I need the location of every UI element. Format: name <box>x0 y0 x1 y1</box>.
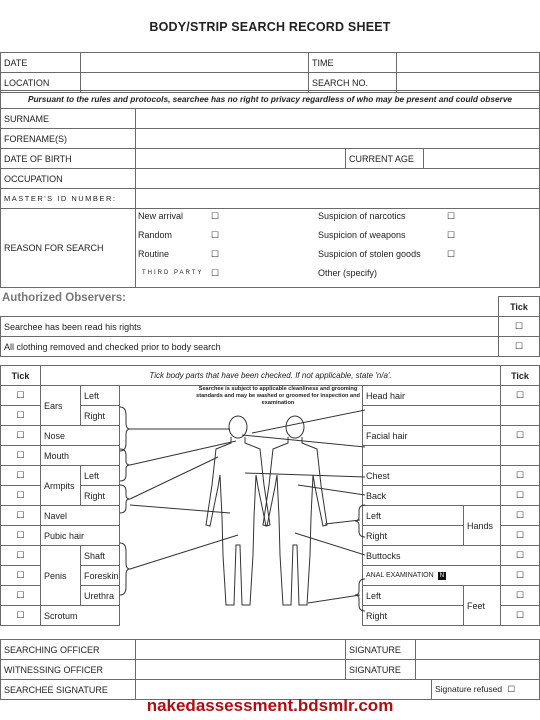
signature-refused-checkbox[interactable]: ☐ <box>507 684 516 694</box>
penis-foreskin-checkbox[interactable]: ☐ <box>1 566 41 586</box>
hands-left-label: Left <box>363 506 464 526</box>
ears-right-label: Right <box>81 406 120 426</box>
masters-id-field[interactable] <box>136 189 540 209</box>
ears-bracket <box>120 407 130 451</box>
surname-field[interactable] <box>136 109 540 129</box>
armpits-label: Armpits <box>41 466 81 506</box>
reason-third-party: THIRD PARTY <box>142 270 204 276</box>
searching-signature-field[interactable] <box>416 640 540 660</box>
feet-left-label: Left <box>363 586 464 606</box>
reason-third-party-checkbox[interactable]: ☐ <box>211 268 220 278</box>
rights-read-checkbox[interactable]: ☐ <box>499 317 540 337</box>
head-hair-label: Head hair <box>363 386 501 406</box>
anal-examination-redaction: N <box>439 572 445 579</box>
foreskin-label: Foreskin <box>81 566 120 586</box>
blank-right-tick-2 <box>501 446 540 466</box>
mouth-pointer <box>130 441 236 465</box>
head-hair-checkbox[interactable]: ☐ <box>501 386 540 406</box>
reason-stolen-goods-checkbox[interactable]: ☐ <box>447 249 456 259</box>
reason-right-checkboxes <box>447 207 455 264</box>
armpits-left-checkbox[interactable]: ☐ <box>1 466 41 486</box>
armpits-bracket <box>120 485 130 513</box>
pubic-hair-checkbox[interactable]: ☐ <box>1 526 41 546</box>
penis-bracket <box>120 543 130 595</box>
dob-label: DATE OF BIRTH <box>1 149 136 169</box>
shaft-label: Shaft <box>81 546 120 566</box>
privacy-notice: Pursuant to the rules and protocols, searchee has no right to privacy regardless of who may be present and could observe <box>0 90 540 109</box>
searching-officer-label: SEARCHING OFFICER <box>1 640 136 660</box>
armpits-left-label: Left <box>81 466 120 486</box>
feet-right-checkbox[interactable]: ☐ <box>501 606 540 626</box>
navel-pointer <box>130 505 230 513</box>
back-pointer <box>298 485 365 495</box>
time-label: TIME <box>309 53 397 73</box>
facial-hair-checkbox[interactable]: ☐ <box>501 426 540 446</box>
anal-examination-checkbox[interactable]: ☐ <box>501 566 540 586</box>
hands-left-checkbox[interactable]: ☐ <box>501 506 540 526</box>
blank-right-tick-1 <box>501 406 540 426</box>
hands-right-checkbox[interactable]: ☐ <box>501 526 540 546</box>
feet-pointer <box>308 595 360 603</box>
armpit-pointer <box>130 457 218 499</box>
ears-left-checkbox[interactable]: ☐ <box>1 386 41 406</box>
reason-weapons-checkbox[interactable]: ☐ <box>447 230 456 240</box>
reason-left-checkboxes <box>211 207 219 283</box>
front-body-outline <box>206 437 270 605</box>
penis-shaft-checkbox[interactable]: ☐ <box>1 546 41 566</box>
front-head-shape <box>229 416 247 438</box>
reason-table <box>0 208 540 288</box>
signature-refused-label: Signature refused <box>435 684 503 694</box>
hands-right-label: Right <box>363 526 464 546</box>
clothing-removed-label: All clothing removed and checked prior to body search <box>1 337 499 357</box>
date-label: DATE <box>1 53 81 73</box>
current-age-field[interactable] <box>424 149 540 169</box>
occupation-field[interactable] <box>136 169 540 189</box>
reason-other: Other (specify) <box>318 268 378 278</box>
current-age-label: CURRENT AGE <box>346 149 424 169</box>
back-body-outline <box>263 437 327 605</box>
searching-officer-field[interactable] <box>136 640 346 660</box>
navel-checkbox[interactable]: ☐ <box>1 506 41 526</box>
time-field[interactable] <box>397 53 540 73</box>
ears-right-checkbox[interactable]: ☐ <box>1 406 41 426</box>
armpits-right-checkbox[interactable]: ☐ <box>1 486 41 506</box>
left-tick-header: Tick <box>1 366 41 386</box>
scrotum-checkbox[interactable]: ☐ <box>1 606 41 626</box>
facial-hair-label: Facial hair <box>363 426 501 446</box>
penis-pointer <box>130 535 238 569</box>
search-no-label: SEARCH NO. <box>309 73 397 93</box>
rights-read-label: Searchee has been read his rights <box>1 317 499 337</box>
chest-checkbox[interactable]: ☐ <box>501 466 540 486</box>
date-field[interactable] <box>81 53 309 73</box>
buttocks-checkbox[interactable]: ☐ <box>501 546 540 566</box>
scrotum-label: Scrotum <box>41 606 120 626</box>
searching-signature-label: SIGNATURE <box>346 640 416 660</box>
reason-stolen-goods: Suspicion of stolen goods <box>318 249 421 259</box>
footer-url[interactable]: nakedassessment.bdsmlr.com <box>146 696 394 715</box>
head-hair-pointer <box>252 410 365 433</box>
hands-pointer <box>325 520 360 524</box>
reason-random: Random <box>138 230 173 240</box>
reason-label: REASON FOR SEARCH <box>1 209 136 288</box>
reason-new-arrival-checkbox[interactable]: ☐ <box>211 211 220 221</box>
observers-table <box>0 296 540 357</box>
occupation-label: OCCUPATION <box>1 169 136 189</box>
signatures-table <box>0 639 540 700</box>
observers-tick-header: Tick <box>499 297 540 317</box>
nose-checkbox[interactable]: ☐ <box>1 426 41 446</box>
witnessing-signature-field[interactable] <box>416 660 540 680</box>
mouth-checkbox[interactable]: ☐ <box>1 446 41 466</box>
witnessing-officer-label: WITNESSING OFFICER <box>1 660 136 680</box>
hands-label: Hands <box>464 506 501 546</box>
reason-right-list <box>318 207 421 283</box>
reason-narcotics: Suspicion of narcotics <box>318 211 406 221</box>
reason-narcotics-checkbox[interactable]: ☐ <box>447 211 456 221</box>
back-head-shape <box>286 416 304 438</box>
observers-blank <box>1 297 499 317</box>
details-table <box>0 52 540 93</box>
navel-label: Navel <box>41 506 120 526</box>
forenames-field[interactable] <box>136 129 540 149</box>
personal-table <box>0 108 540 209</box>
buttocks-label: Buttocks <box>363 546 501 566</box>
reason-random-checkbox[interactable]: ☐ <box>211 230 220 240</box>
witnessing-officer-field[interactable] <box>136 660 346 680</box>
ears-left-label: Left <box>81 386 120 406</box>
dob-field[interactable] <box>136 149 346 169</box>
anal-examination-label: ANAL EXAMINATION <box>366 571 434 579</box>
reason-left-list <box>138 207 203 283</box>
feet-label: Feet <box>464 586 501 626</box>
blank-right-1 <box>363 406 501 426</box>
facial-hair-pointer <box>242 435 365 447</box>
chest-label: Chest <box>363 466 501 486</box>
masters-id-label: MASTER'S ID NUMBER: <box>1 189 136 209</box>
armpits-right-label: Right <box>81 486 120 506</box>
body-instruction: Tick body parts that have been checked. If not applicable, state 'n/a'. <box>41 366 501 386</box>
searchee-signature-label: SEARCHEE SIGNATURE <box>1 680 136 700</box>
witnessing-signature-label: SIGNATURE <box>346 660 416 680</box>
observers-title: Authorized Observers: <box>2 292 126 304</box>
feet-left-checkbox[interactable]: ☐ <box>501 586 540 606</box>
penis-label: Penis <box>41 546 81 606</box>
body-diagram <box>120 405 365 615</box>
reason-routine-checkbox[interactable]: ☐ <box>211 249 220 259</box>
right-tick-header: Tick <box>501 366 540 386</box>
reason-weapons: Suspicion of weapons <box>318 230 406 240</box>
reason-new-arrival: New arrival <box>138 211 184 221</box>
penis-urethra-checkbox[interactable]: ☐ <box>1 586 41 606</box>
location-label: LOCATION <box>1 73 81 93</box>
hands-bracket <box>355 505 365 537</box>
nose-mouth-bracket <box>120 449 130 481</box>
back-checkbox[interactable]: ☐ <box>501 486 540 506</box>
clothing-removed-checkbox[interactable]: ☐ <box>499 337 540 357</box>
back-label: Back <box>363 486 501 506</box>
surname-label: SURNAME <box>1 109 136 129</box>
ears-label: Ears <box>41 386 81 426</box>
buttocks-pointer <box>295 533 365 555</box>
grooming-note: Searchee is subject to applicable cleanliness and grooming standards and may be washed or groomed for inspection and examination <box>196 386 360 406</box>
nose-label: Nose <box>41 426 120 446</box>
feet-right-label: Right <box>363 606 464 626</box>
page-title: BODY/STRIP SEARCH RECORD SHEET <box>149 20 391 34</box>
blank-right-2 <box>363 446 501 466</box>
forenames-label: FORENAME(S) <box>1 129 136 149</box>
mouth-label: Mouth <box>41 446 120 466</box>
pubic-hair-label: Pubic hair <box>41 526 120 546</box>
urethra-label: Urethra <box>81 586 120 606</box>
anal-examination-cell <box>363 566 501 586</box>
reason-routine: Routine <box>138 249 170 259</box>
